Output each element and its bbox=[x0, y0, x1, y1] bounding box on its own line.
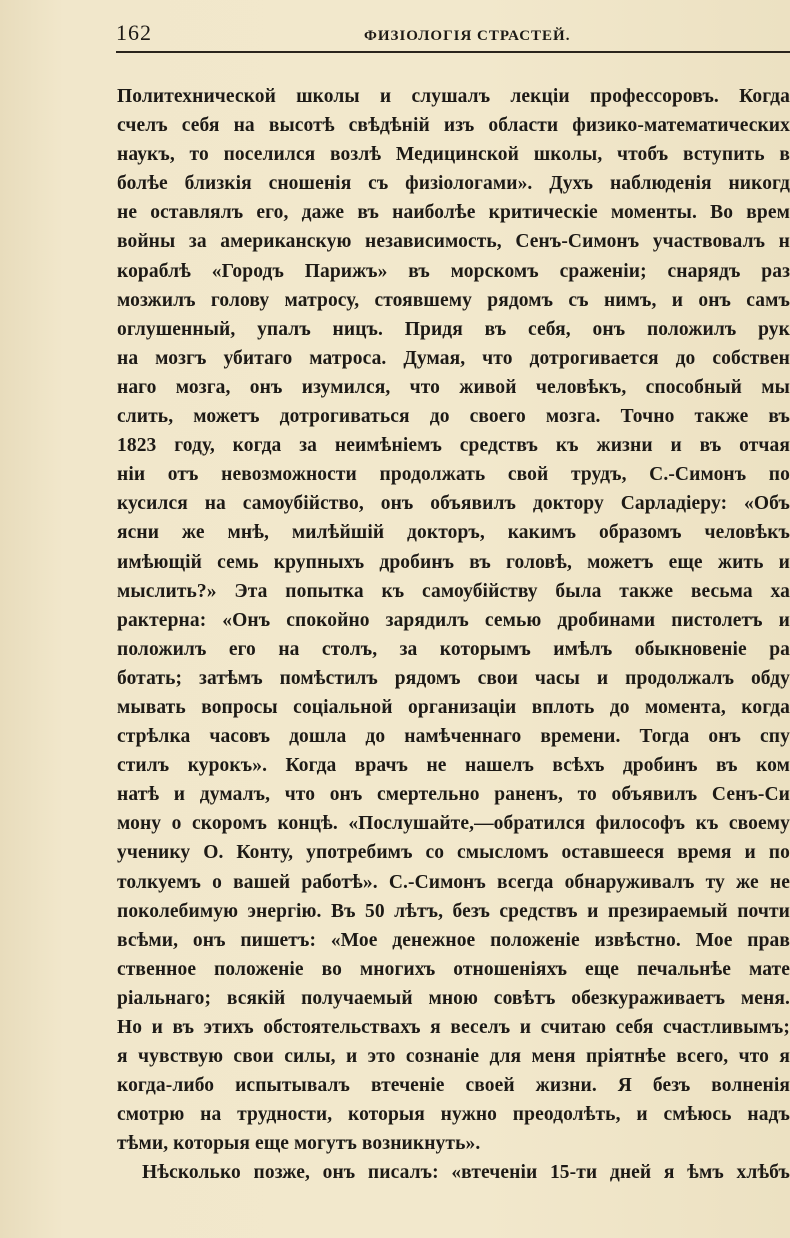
text-line: когда-либо испытывалъ втеченіе своей жизни. Я безъ волненія bbox=[117, 1075, 790, 1097]
text-line: ственное положеніе во многихъ отношеніяхъ еще печальнѣе мате bbox=[117, 958, 790, 980]
text-line: рактерна: «Онъ спокойно зарядилъ семью дробинами пистолетъ и bbox=[117, 609, 790, 631]
text-line: не оставлялъ его, даже въ наиболѣе критическіе моменты. Во врем bbox=[117, 202, 790, 224]
text-line: ботать; затѣмъ помѣстилъ рядомъ свои часы и продолжалъ обду bbox=[117, 667, 790, 689]
text-line: счелъ себя на высотѣ свѣдѣній изъ области физико-математических bbox=[117, 115, 790, 137]
text-line: всѣми, онъ пишетъ: «Мое денежное положеніе извѣстно. Мое прав bbox=[117, 929, 790, 951]
text-line: мывать вопросы соціальной организаціи вплоть до момента, когда bbox=[117, 696, 790, 718]
text-line: мону о скоромъ концѣ. «Послушайте,—обратился философъ къ своему bbox=[117, 813, 790, 835]
text-line: кусился на самоубійство, онъ объявилъ доктору Сарладіеру: «Объ bbox=[117, 493, 790, 515]
text-line: положилъ его на столъ, за которымъ имѣлъ обыкновеніе ра bbox=[117, 638, 790, 660]
text-line: натѣ и думалъ, что онъ смертельно раненъ, то объявилъ Сенъ-Си bbox=[117, 784, 790, 806]
text-line: на мозгъ убитаго матроса. Думая, что дотрогивается до собствен bbox=[117, 347, 790, 369]
body-text bbox=[117, 82, 790, 1188]
text-line: ріальнаго; всякій получаемый мною совѣтъ обезкураживаетъ меня. bbox=[117, 987, 790, 1009]
paragraph-start-line: Нѣсколько позже, онъ писалъ: «втеченіи 15-ти дней я ѣмъ хлѣбъ bbox=[142, 1162, 790, 1184]
text-line: стрѣлка часовъ дошла до намѣченнаго времени. Тогда онъ спу bbox=[117, 726, 790, 748]
text-line: слить, можетъ дотрогиваться до своего мозга. Точно также въ bbox=[117, 406, 790, 428]
text-line: Но и въ этихъ обстоятельствахъ я веселъ и считаю себя счастливымъ; bbox=[117, 1017, 790, 1038]
header-rule bbox=[116, 51, 790, 53]
text-line: толкуемъ о вашей работѣ». С.-Симонъ всегда обнаруживалъ ту же не bbox=[117, 871, 790, 893]
text-line: я чувствую свои силы, и это сознаніе для меня пріятнѣе всего, что я bbox=[117, 1046, 790, 1068]
text-line: наго мозга, онъ изумился, что живой человѣкъ, способный мы bbox=[117, 376, 790, 398]
page-header bbox=[116, 18, 790, 52]
text-line: ученику О. Конту, употребимъ со смысломъ оставшееся время и по bbox=[117, 842, 790, 864]
text-line: Политехнической школы и слушалъ лекціи профессоровъ. Когда bbox=[117, 86, 790, 107]
running-title: ФИЗІОЛОГІЯ СТРАСТЕЙ. bbox=[364, 28, 571, 44]
paragraph-end-line: тѣми, которыя еще могутъ возникнуть». bbox=[117, 1133, 481, 1155]
text-line: болѣе близкія сношенія съ физіологами». Духъ наблюденія никогд bbox=[117, 173, 790, 195]
text-line: стилъ курокъ». Когда врачъ не нашелъ всѣхъ дробинъ въ ком bbox=[117, 755, 790, 777]
text-line: оглушенный, упалъ ницъ. Придя въ себя, онъ положилъ рук bbox=[117, 318, 790, 340]
text-line: 1823 году, когда за неимѣніемъ средствъ къ жизни и въ отчая bbox=[117, 435, 790, 457]
text-line: мыслить?» Эта попытка къ самоубійству была также весьма ха bbox=[117, 580, 790, 602]
text-line: мозжилъ голову матросу, стоявшему рядомъ съ нимъ, и онъ самъ bbox=[117, 289, 790, 311]
text-line: имѣющій семь крупныхъ дробинъ въ головѣ, можетъ еще жить и bbox=[117, 551, 790, 573]
text-line: кораблѣ «Городъ Парижъ» въ морскомъ сраженіи; снарядъ раз bbox=[117, 260, 790, 282]
page-number: 162 bbox=[116, 20, 152, 45]
text-line: смотрю на трудности, которыя нужно преодолѣть, и смѣюсь надъ bbox=[117, 1104, 790, 1126]
text-line: ніи отъ невозможности продолжать свой трудъ, С.-Симонъ по bbox=[117, 464, 790, 486]
text-line: поколебимую энергію. Въ 50 лѣтъ, безъ средствъ и презираемый почти bbox=[117, 900, 790, 922]
text-line: наукъ, то поселился возлѣ Медицинской школы, чтобъ вступить в bbox=[117, 144, 790, 166]
text-line: ясни же мнѣ, милѣйшій докторъ, какимъ образомъ человѣкъ bbox=[117, 522, 790, 544]
text-line: войны за американскую независимость, Сенъ-Симонъ участвовалъ н bbox=[117, 231, 790, 253]
